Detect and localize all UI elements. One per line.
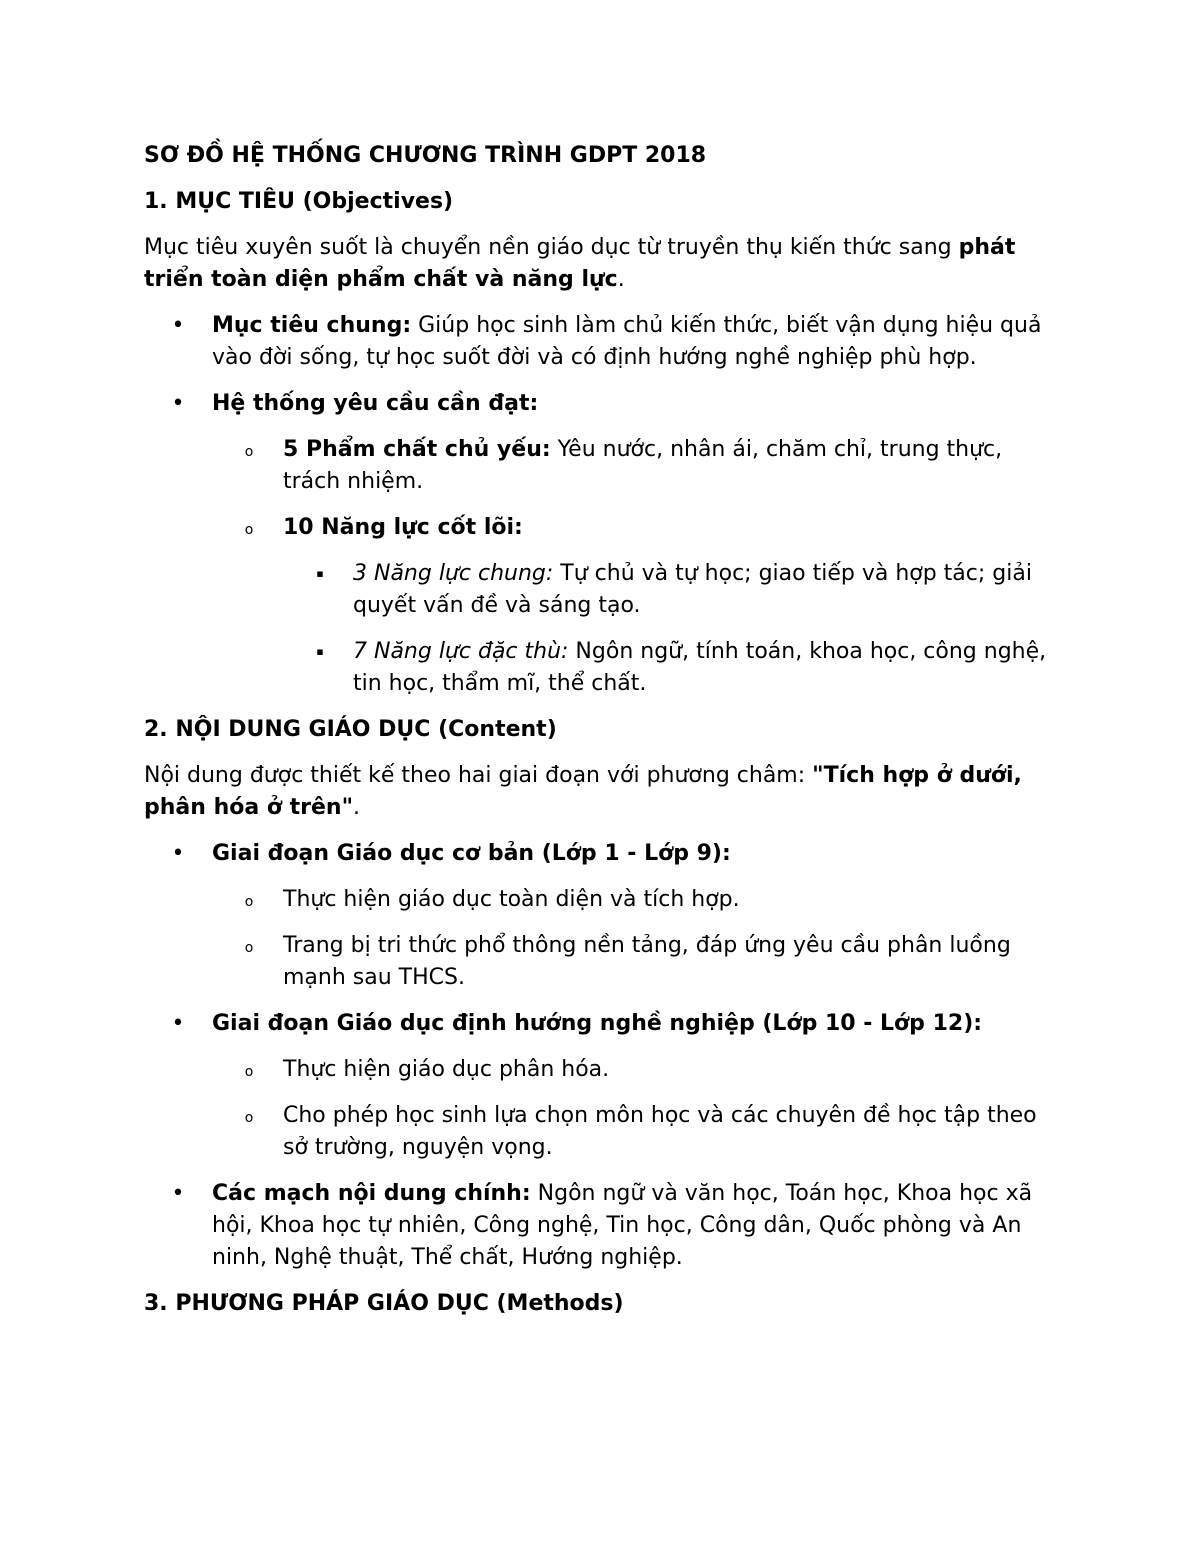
- list-item-requirements: [144, 388, 1064, 700]
- bullet-icon: •: [171, 1011, 185, 1036]
- section-heading-objectives: 1. MỤC TIÊU (Objectives): [144, 189, 454, 214]
- document-body: [144, 140, 1064, 1334]
- content-intro-end: .: [353, 795, 361, 820]
- list-item-qualities: [144, 434, 1064, 498]
- general-competencies-text: Tự chủ và tự học; giao tiếp và hợp tác; giải quyết vấn đề và sáng tạo.: [353, 561, 1032, 618]
- career-stage-item-text: Thực hiện giáo dục phân hóa.: [283, 1057, 610, 1082]
- content-list: [144, 838, 1064, 1274]
- list-item-competencies: [144, 512, 1064, 700]
- basic-stage-label: Giai đoạn Giáo dục cơ bản (Lớp 1 - Lớp 9):: [212, 841, 731, 866]
- list-item-general-goal: [144, 310, 1064, 374]
- qualities-text: Yêu nước, nhân ái, chăm chỉ, trung thực, trách nhiệm.: [283, 437, 1003, 494]
- basic-stage-item-text: Thực hiện giáo dục toàn diện và tích hợp.: [283, 887, 740, 912]
- specific-competencies-text: Ngôn ngữ, tính toán, khoa học, công nghệ, tin học, thẩm mĩ, thể chất.: [353, 639, 1047, 696]
- bullet-icon: •: [171, 841, 185, 866]
- list-item-career-stage: [144, 1008, 1064, 1164]
- circle-bullet-icon: o: [244, 522, 254, 538]
- list-item-basic-stage: [144, 838, 1064, 994]
- objectives-intro-text: Mục tiêu xuyên suốt là chuyển nền giáo dục từ truyền thụ kiến thức sang: [144, 235, 959, 260]
- career-stage-label: Giai đoạn Giáo dục định hướng nghề nghiệp (Lớp 10 - Lớp 12):: [212, 1011, 983, 1036]
- requirements-label: Hệ thống yêu cầu cần đạt:: [212, 391, 539, 416]
- circle-bullet-icon: o: [244, 444, 254, 460]
- list-item-general-competencies: [144, 558, 1064, 622]
- list-item-content-strands: [144, 1178, 1064, 1274]
- circle-bullet-icon: o: [244, 1064, 254, 1080]
- content-intro-text: Nội dung được thiết kế theo hai giai đoạn với phương châm:: [144, 763, 813, 788]
- content-strands-label: Các mạch nội dung chính:: [212, 1181, 531, 1206]
- qualities-label: 5 Phẩm chất chủ yếu:: [283, 437, 551, 462]
- circle-bullet-icon: o: [244, 940, 254, 956]
- document-title: SƠ ĐỒ HỆ THỐNG CHƯƠNG TRÌNH GDPT 2018: [144, 143, 707, 168]
- requirements-sublist: [212, 434, 1064, 700]
- square-bullet-icon: ▪: [316, 645, 324, 658]
- content-intro-motto: "Tích hợp ở dưới, phân hóa ở trên": [144, 763, 1022, 820]
- career-stage-item-text: Cho phép học sinh lựa chọn môn học và các chuyên đề học tập theo sở trường, nguyện vọng.: [283, 1103, 1037, 1160]
- objectives-list: [144, 310, 1064, 700]
- objectives-intro-end: .: [617, 267, 625, 292]
- basic-stage-sublist: [212, 884, 1064, 994]
- list-item: [144, 930, 1064, 994]
- objectives-intro-emphasis: phát triển toàn diện phẩm chất và năng lực: [144, 235, 1016, 292]
- circle-bullet-icon: o: [244, 1110, 254, 1126]
- list-item: [144, 884, 1064, 916]
- square-bullet-icon: ▪: [316, 567, 324, 580]
- objectives-intro: [144, 232, 1064, 296]
- section-heading-content: 2. NỘI DUNG GIÁO DỤC (Content): [144, 717, 557, 742]
- career-stage-sublist: [212, 1054, 1064, 1164]
- general-competencies-label: 3 Năng lực chung:: [353, 561, 554, 586]
- list-item: [144, 1054, 1064, 1086]
- general-goal-text: Giúp học sinh làm chủ kiến thức, biết vận dụng hiệu quả vào đời sống, tự học suốt đời và có định hướng nghề nghiệp phù hợp.: [212, 313, 1042, 370]
- circle-bullet-icon: o: [244, 894, 254, 910]
- basic-stage-item-text: Trang bị tri thức phổ thông nền tảng, đáp ứng yêu cầu phân luồng mạnh sau THCS.: [283, 933, 1011, 990]
- general-goal-label: Mục tiêu chung:: [212, 313, 412, 338]
- bullet-icon: •: [171, 1181, 185, 1206]
- list-item: [144, 1100, 1064, 1164]
- content-strands-text: Ngôn ngữ và văn học, Toán học, Khoa học xã hội, Khoa học tự nhiên, Công nghệ, Tin học, Công dân, Quốc phòng và An ninh, Nghệ thuật, Thể chất, Hướng nghiệp.: [212, 1181, 1033, 1270]
- competencies-sublist: [283, 558, 1064, 700]
- list-item-specific-competencies: [144, 636, 1064, 700]
- content-intro: [144, 760, 1064, 824]
- bullet-icon: •: [171, 391, 185, 416]
- bullet-icon: •: [171, 313, 185, 338]
- section-heading-methods: 3. PHƯƠNG PHÁP GIÁO DỤC (Methods): [144, 1291, 624, 1316]
- specific-competencies-label: 7 Năng lực đặc thù:: [353, 639, 569, 664]
- competencies-label: 10 Năng lực cốt lõi:: [283, 515, 523, 540]
